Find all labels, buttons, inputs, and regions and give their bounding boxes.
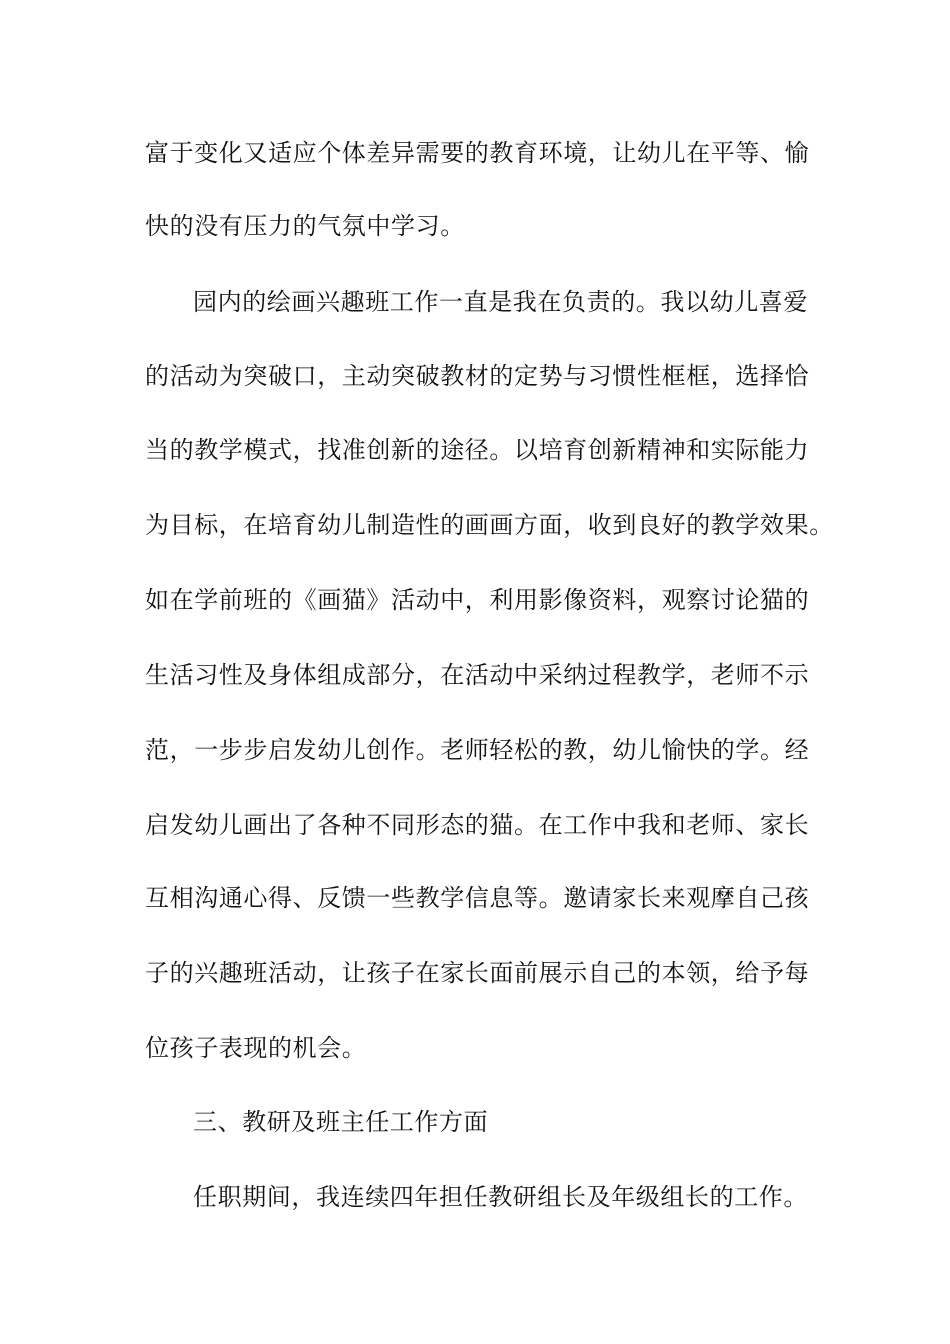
text-line: 快的没有压力的气氛中学习。 — [145, 212, 465, 240]
paragraph-start-line: 园内的绘画兴趣班工作一直是我在负责的。我以幼儿喜爱 — [193, 288, 808, 316]
text-line: 位孩子表现的机会。 — [145, 1034, 367, 1062]
text-line: 互相沟通心得、反馈一些教学信息等。邀请家长来观摩自己孩 — [145, 884, 810, 912]
text-line: 生活习性及身体组成部分，在活动中采纳过程教学，老师不示 — [145, 661, 810, 689]
text-line: 的活动为突破口，主动突破教材的定势与习惯性框框，选择恰 — [145, 362, 810, 390]
text-line: 子的兴趣班活动，让孩子在家长面前展示自己的本领，给予每 — [145, 959, 810, 987]
text-line: 范，一步步启发幼儿创作。老师轻松的教，幼儿愉快的学。经 — [145, 736, 810, 764]
text-line: 当的教学模式，找准创新的途径。以培育创新精神和实际能力 — [145, 436, 810, 464]
section-heading: 三、教研及班主任工作方面 — [193, 1108, 489, 1136]
text-line: 富于变化又适应个体差异需要的教育环境，让幼儿在平等、愉 — [145, 139, 810, 167]
text-line: 如在学前班的《画猫》活动中，利用影像资料，观察讨论猫的 — [145, 586, 810, 614]
paragraph-start-line: 任职期间，我连续四年担任教研组长及年级组长的工作。 — [193, 1183, 808, 1211]
text-line: 为目标，在培育幼儿制造性的画画方面，收到良好的教学效果。 — [145, 511, 834, 539]
text-line: 启发幼儿画出了各种不同形态的猫。在工作中我和老师、家长 — [145, 811, 810, 839]
